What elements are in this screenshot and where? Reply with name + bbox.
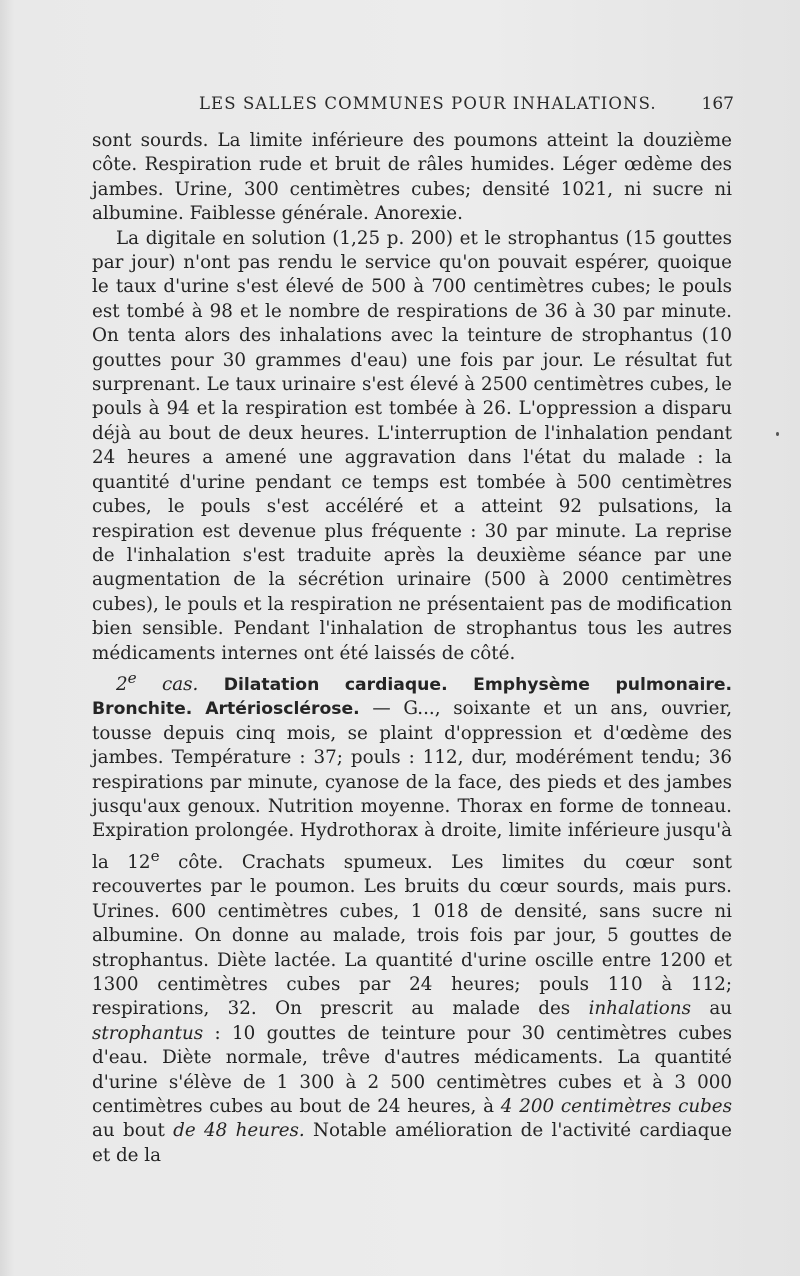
case-text-c: au bbox=[690, 998, 733, 1020]
case-label-superscript: e bbox=[127, 668, 137, 687]
case-2-paragraph bbox=[92, 666, 732, 1168]
italic-strophantus: strophantus bbox=[92, 1022, 204, 1044]
paragraph-2: La digitale en solution (1,25 p. 200) et le strophantus (15 gouttes par jour) n'ont pas rendu le service qu'on pouvait espérer, quoique le taux d'urine s'est élevé de 500 à 700 centimètres cubes; le pouls est tombé à 98 et le nombre de respirations de 36 à 30 par minute. On tenta alors des inhalations avec la teinture de strophantus (10 gouttes pour 30 grammes d'eau) une fois par jour. Le résultat fut surprenant. Le taux urinaire s'est élevé à 2500 centimètres cubes, le pouls à 94 et la respiration est tombée à 26. L'oppression a disparu déjà au bout de deux heures. L'interruption de l'inhalation pendant 24 heures a amené une aggravation dans l'état du malade : la quantité d'urine pendant ce temps est tombée à 500 centimètres cubes, le pouls s'est accéléré et a atteint 92 pulsations, la respiration est devenue plus fréquente : 30 par minute. La reprise de l'inhalation s'est traduite après la deuxième séance par une augmentation de la sécrétion urinaire (500 à 2000 centimètres cubes), le pouls et la respiration ne présentaient pas de modification bien sensible. Pendant l'inhalation de strophantus tous les autres médicaments internes ont été laissés de côté. bbox=[92, 227, 732, 664]
page-header bbox=[92, 94, 734, 118]
paper-speck bbox=[776, 432, 779, 436]
case-label-number: 2 bbox=[116, 674, 128, 696]
body-text bbox=[92, 129, 732, 1168]
ordinal-superscript: e bbox=[150, 846, 160, 865]
case-label bbox=[116, 668, 199, 696]
italic-volume: 4 200 centimètres cubes bbox=[500, 1096, 732, 1118]
case-text-e: au bout bbox=[92, 1120, 174, 1142]
case-label-word: cas. bbox=[162, 674, 199, 696]
page-number: 167 bbox=[701, 94, 734, 114]
italic-duration: de 48 heures. bbox=[173, 1120, 305, 1142]
paragraph-1: sont sourds. La limite inférieure des poumons atteint la douzième côte. Respiration rude et bruit de râles humides. Léger œdème des jambes. Urine, 300 centimètres cubes; densité 1021, ni sucre ni albumine. Faiblesse générale. Anorexie. bbox=[92, 130, 732, 225]
case-text-f: Notable amélioration de l'activité cardiaque et de la bbox=[92, 1120, 732, 1166]
case-title: Dilatation cardiaque. Emphysème pulmonaire. Bronchite. Artériosclérose. bbox=[92, 675, 733, 720]
italic-inhalations: inhalations bbox=[588, 998, 691, 1020]
running-title: LES SALLES COMMUNES POUR INHALATIONS. bbox=[199, 94, 657, 113]
case-text-d: : 10 gouttes de teinture pour 30 centimètres cubes d'eau. Diète normale, trêve d'autres médicaments. La quantité d'urine s'élève de 1 300 à 2 500 centimètres cubes et à 3 000 centimètres cubes au bout de 24 heures, à bbox=[92, 1022, 732, 1118]
case-text-a: — G..., soixante et un ans, ouvrier, tousse depuis cinq mois, se plaint d'oppression et d'œdème des jambes. Température : 37; pouls : 112, dur, modérément tendu; 36 respirations par minute, cyanose de la face, des pieds et des jambes jusqu'aux genoux. Nutrition moyenne. Thorax en forme de tonneau. Expiration prolongée. Hydrothorax à droite, limite inférieure jusqu'à la 12 bbox=[92, 698, 732, 873]
case-text-b: côte. Crachats spumeux. Les limites du cœur sont recouvertes par le poumon. Les bruits du cœur sourds, mais purs. Urines. 600 centimètres cubes, 1 018 de densité, sans sucre ni albumine. On donne au malade, trois fois par jour, 5 gouttes de strophantus. Diète lactée. La quantité d'urine oscille entre 1200 et 1300 centimètres cubes par 24 heures; pouls 110 à 112; respirations, 32. On prescrit au malade des bbox=[92, 851, 732, 1020]
